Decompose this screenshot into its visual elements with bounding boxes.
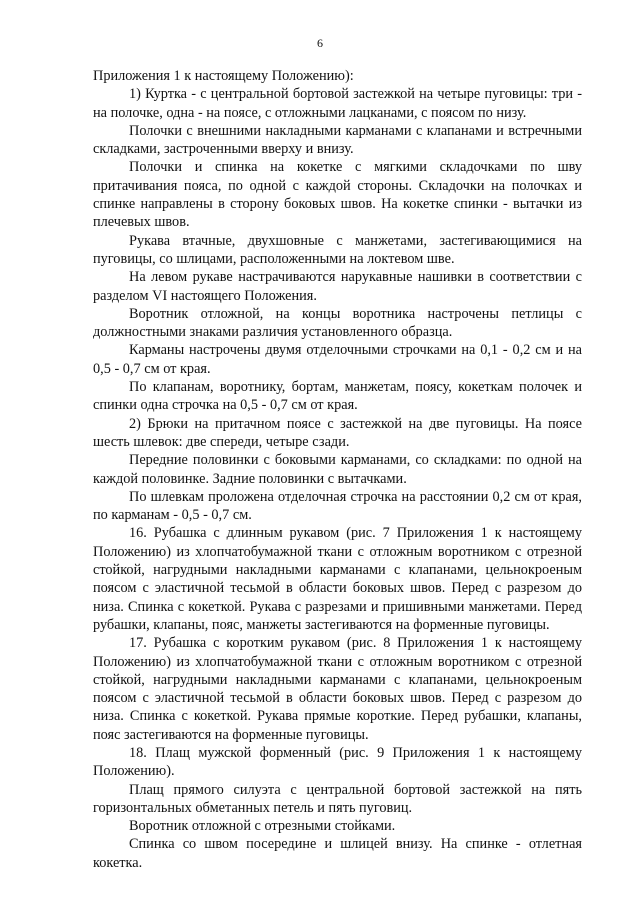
paragraph: 17. Рубашка с коротким рукавом (рис. 8 Приложения 1 к настоящему Положению) из хлопчатобумажной ткани с отложным воротником с отрезной стойкой, нагрудными накладными карманами с клапанами, цельнокроеным поясом с эластичной тесьмой в области боковых швов. Перед с разрезом до низа. Спинка с кокеткой. Рукава прямые короткие. Перед рубашки, клапаны, пояс застегиваются на форменные пуговицы. [93, 635, 582, 743]
paragraph: По клапанам, воротнику, бортам, манжетам, поясу, кокеткам полочек и спинки одна строчка на 0,5 - 0,7 см от края. [93, 379, 582, 414]
paragraph: Полочки и спинка на кокетке с мягкими складочками по шву притачивания пояса, по одной с каждой стороны. Складочки на полочках и спинке направлены в сторону боковых швов. На кокетке спинки - вытачки из плечевых швов. [93, 159, 582, 231]
document-body [93, 67, 582, 872]
paragraph: Полочки с внешними накладными карманами с клапанами и встречными складками, застроченными вверху и внизу. [93, 122, 582, 158]
paragraph: Рукава втачные, двухшовные с манжетами, застегивающимися на пуговицы, со шлицами, расположенными на локтевом шве. [93, 232, 582, 267]
paragraph: 2) Брюки на притачном поясе с застежкой на две пуговицы. На поясе шесть шлевок: две спереди, четыре сзади. [93, 415, 582, 450]
paragraph: Воротник отложной с отрезными стойками. [129, 818, 396, 835]
paragraph: Воротник отложной, на концы воротника настрочены петлицы с должностными знаками различия установленного образца. [93, 305, 582, 341]
paragraph: 16. Рубашка с длинным рукавом (рис. 7 Приложения 1 к настоящему Положению) из хлопчатобумажной ткани с отложным воротником с отрезной стойкой, нагрудными накладными карманами с клапанами, цельнокроеным поясом с эластичной тесьмой в области боковых швов. Перед с разрезом до низа. Спинка с кокеткой. Рукава с разрезами и пришивными манжетами. Перед рубашки, клапаны, пояс, манжеты застегиваются на форменные пуговицы. [93, 525, 582, 633]
paragraph: Приложения 1 к настоящему Положению): [93, 68, 354, 84]
paragraph: 1) Куртка - с центральной бортовой застежкой на четыре пуговицы: три - на полочке, одна - на поясе, с отложными лацканами, с поясом по низу. [93, 86, 582, 121]
paragraph: Передние половинки с боковыми карманами, со складками: по одной на каждой половинке. Задние половинки с вытачками. [93, 452, 582, 487]
paragraph: Плащ прямого силуэта с центральной бортовой застежкой на пять горизонтальных обметанных петель и пять пуговиц. [93, 781, 582, 816]
paragraph: На левом рукаве настрачиваются нарукавные нашивки в соответствии с разделом VI настоящего Положения. [93, 269, 582, 304]
paragraph: Спинка со швом посередине и шлицей внизу. На спинке - отлетная кокетка. [93, 836, 582, 871]
paragraph: Карманы настрочены двумя отделочными строчками на 0,1 - 0,2 см и на 0,5 - 0,7 см от края. [93, 342, 582, 377]
paragraph: По шлевкам проложена отделочная строчка на расстоянии 0,2 см от края, по карманам - 0,5 - 0,7 см. [93, 488, 582, 524]
paragraph: 18. Плащ мужской форменный (рис. 9 Приложения 1 к настоящему Положению). [93, 744, 582, 780]
page-number: 6 [317, 36, 323, 50]
